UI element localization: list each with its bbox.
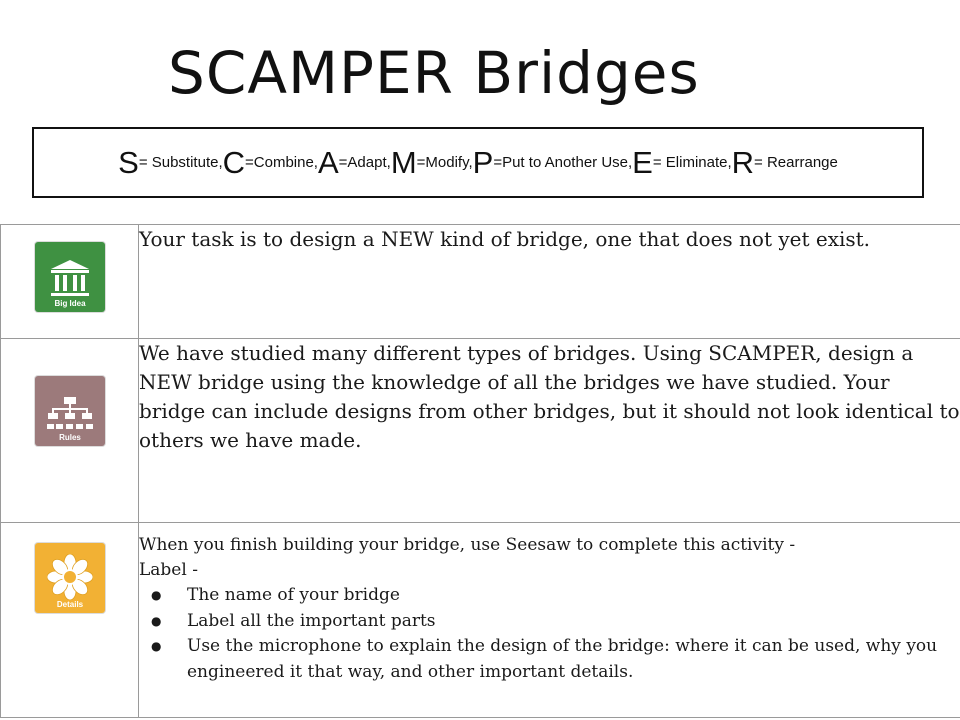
list-item: ● Use the microphone to explain the design of the bridge: where it can be used, why you engineered it that way, and other important details. <box>169 634 960 685</box>
legend-letter-c: C <box>222 144 246 180</box>
table-row-rules <box>1 339 960 523</box>
rules-icon <box>35 376 105 446</box>
list-item: ● Label all the important parts <box>169 609 960 635</box>
legend-text-a: =Adapt, <box>338 154 391 171</box>
rules-cell <box>139 339 960 523</box>
page-title: SCAMPER Bridges <box>168 39 700 107</box>
details-list <box>139 583 960 685</box>
big-idea-text: Your task is to design a NEW kind of bridge, one that does not yet exist. <box>139 227 871 251</box>
big-idea-icon <box>35 242 105 312</box>
task-table <box>0 224 960 718</box>
legend-text-p: =Put to Another Use, <box>493 154 633 171</box>
legend-letter-e: E <box>632 144 653 180</box>
details-cell <box>139 523 960 718</box>
legend-letter-a: A <box>317 144 339 180</box>
legend-text-s: = Substitute, <box>138 154 223 171</box>
details-label-heading: Label - <box>139 560 198 580</box>
scamper-legend <box>32 127 924 198</box>
hierarchy-chart-icon <box>45 395 95 433</box>
legend-letter-p: P <box>472 144 494 180</box>
icon-caption: Big Idea <box>54 299 86 308</box>
rules-text: We have studied many different types of bridges. Using SCAMPER, design a NEW bridge using the knowledge of all the bridges we have studied. Your bridge can include designs from other bridges, but it should not look identical to others we have made. <box>139 341 960 452</box>
big-idea-cell <box>139 225 960 339</box>
legend-text-m: =Modify, <box>416 154 473 171</box>
table-row-details <box>1 523 960 718</box>
legend-text-c: =Combine, <box>245 154 318 171</box>
table-row-big-idea <box>1 225 960 339</box>
legend-letter-m: M <box>390 144 417 180</box>
legend-letter-s: S <box>118 144 139 180</box>
legend-letter-r: R <box>731 144 755 180</box>
icon-cell <box>1 225 139 339</box>
legend-text-r: = Rearrange <box>754 154 838 171</box>
icon-caption: Rules <box>59 433 81 442</box>
legend-text-e: = Eliminate, <box>652 154 732 171</box>
building-columns-icon <box>48 257 92 299</box>
icon-cell <box>1 339 139 523</box>
details-icon <box>35 543 105 613</box>
list-item: ● The name of your bridge <box>169 583 960 609</box>
icon-caption: Details <box>56 600 84 609</box>
icon-cell <box>1 523 139 718</box>
flower-icon <box>47 554 93 600</box>
details-intro: When you finish building your bridge, use Seesaw to complete this activity - <box>139 535 796 555</box>
